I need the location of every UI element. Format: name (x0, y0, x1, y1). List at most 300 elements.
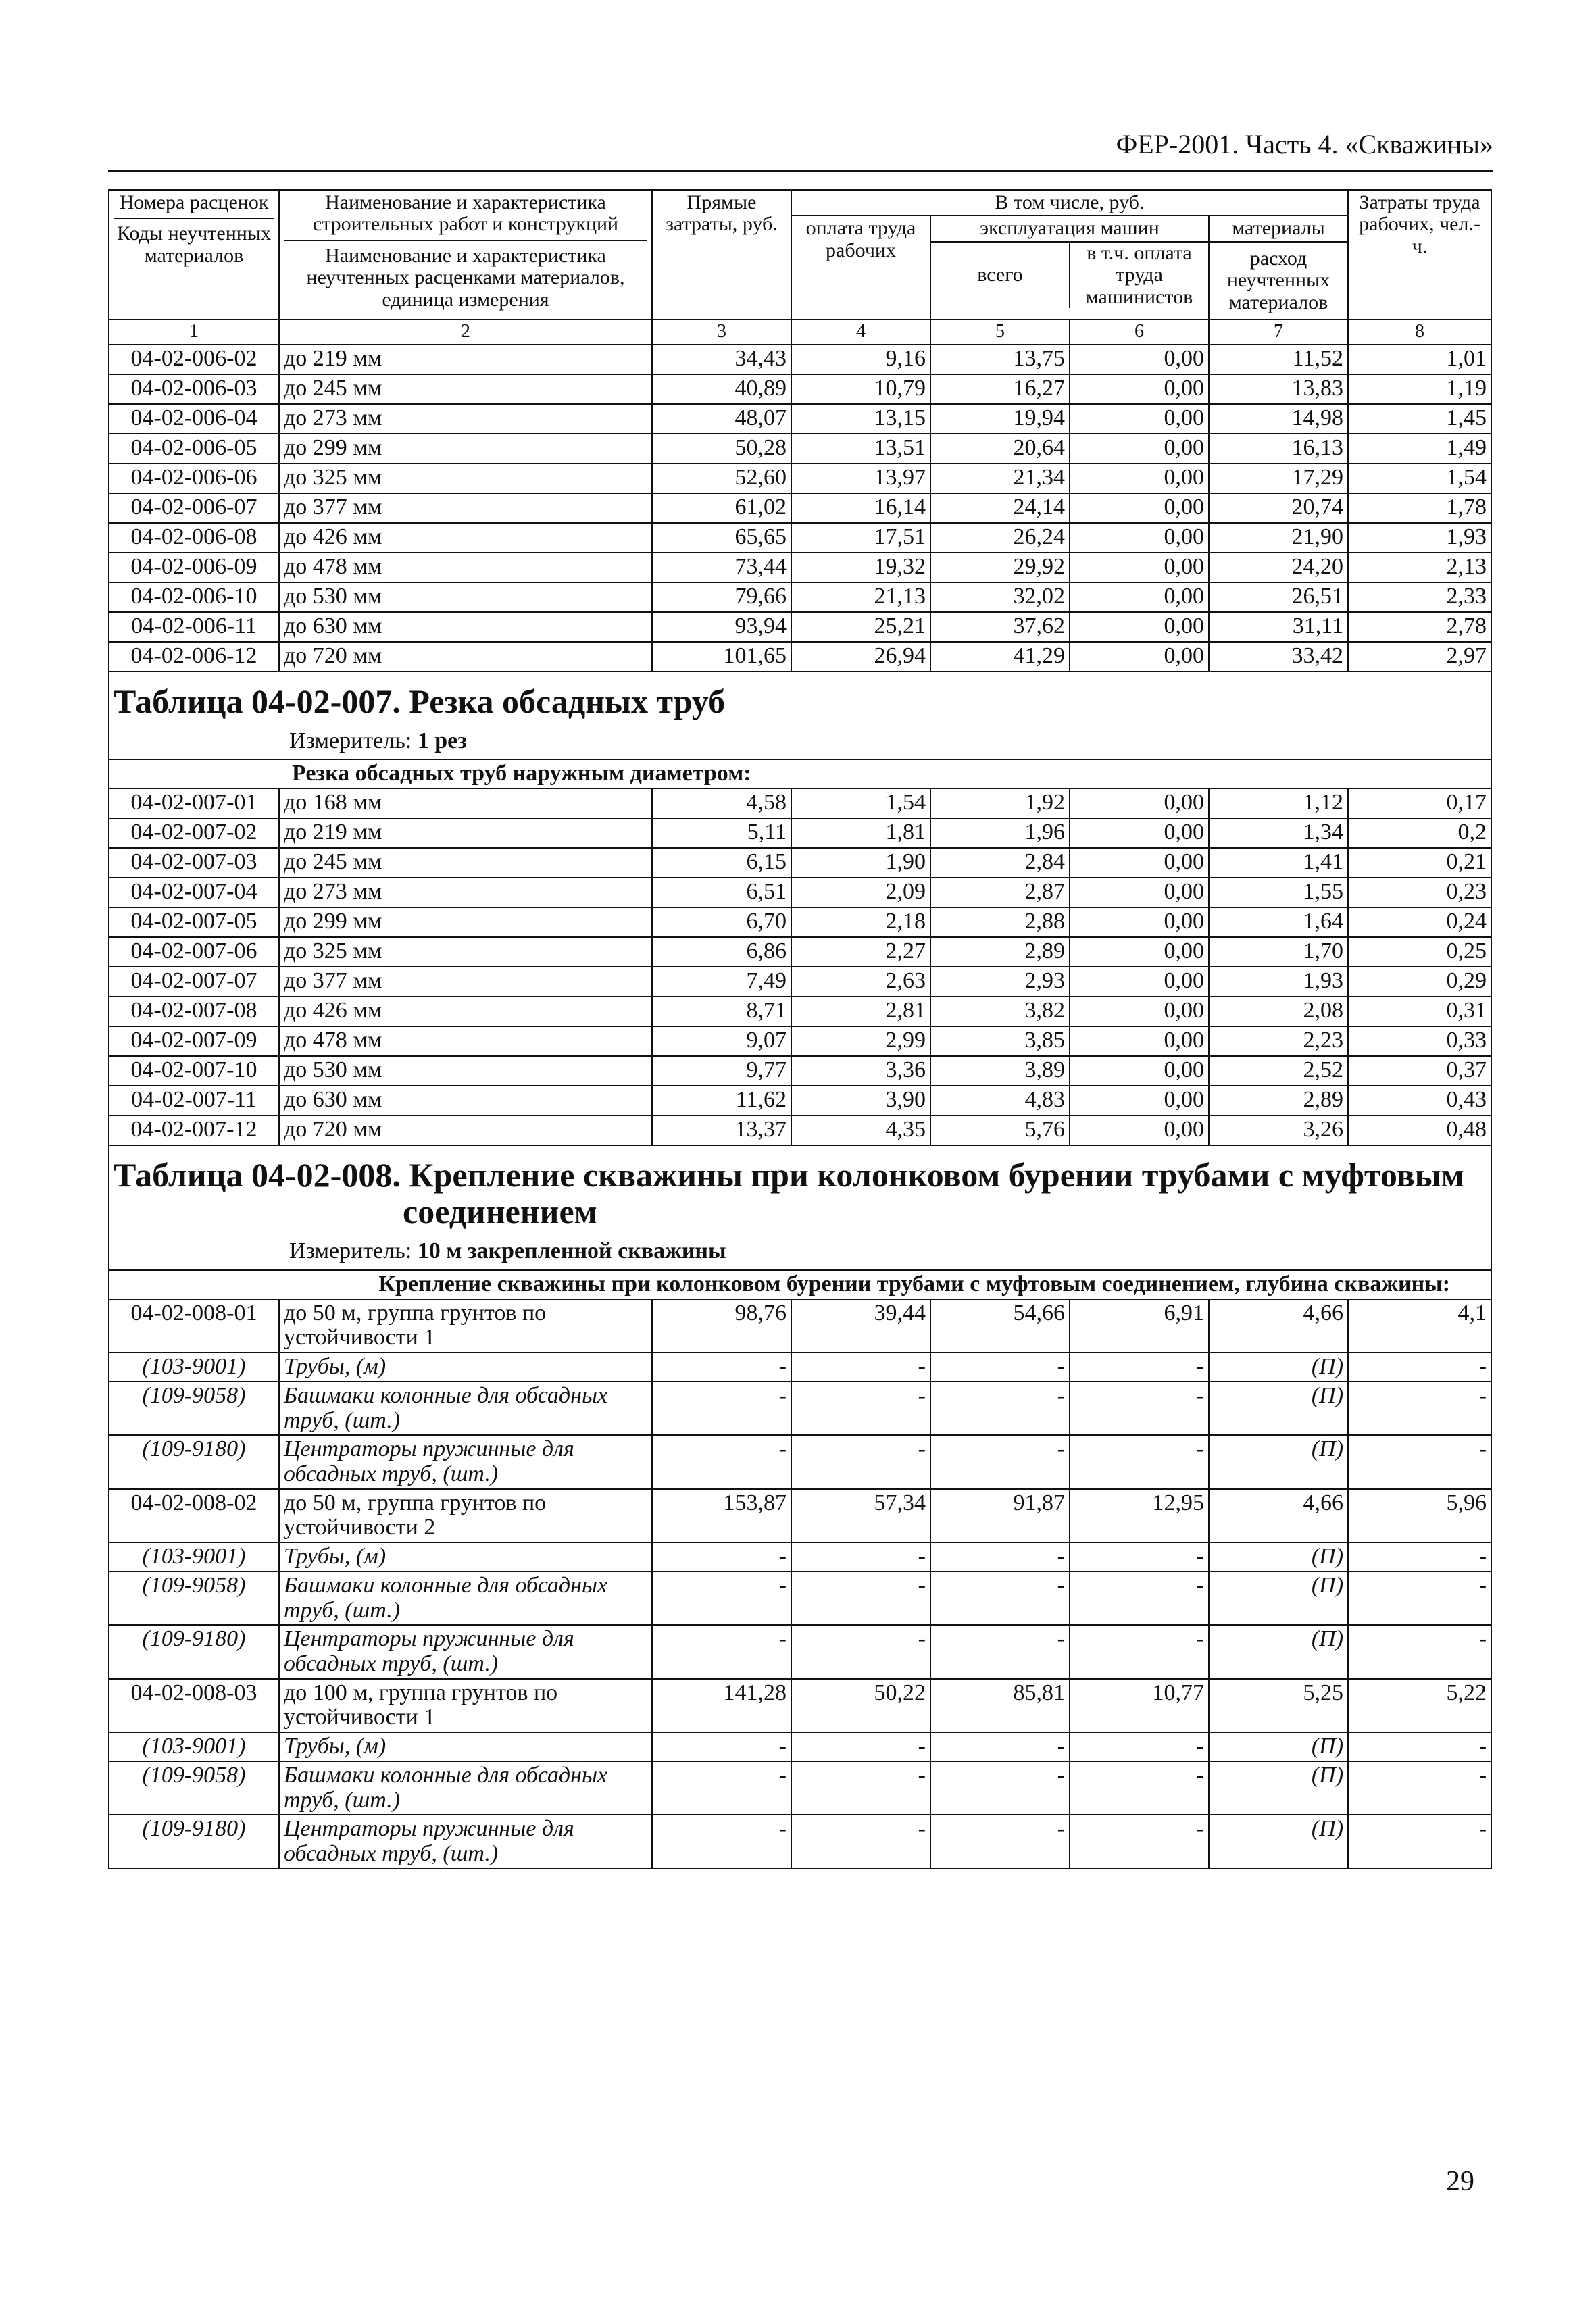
value-cell: 20,74 (1209, 493, 1348, 523)
material-row (109, 1815, 1491, 1868)
value-cell: 1,01 (1348, 345, 1491, 374)
table-008-section: Крепление скважины при колонковом бурении трубами с муфтовым соединением, глубина скважины: (109, 1270, 1491, 1299)
value-cell: 50,22 (791, 1679, 930, 1732)
table-row (109, 1489, 1491, 1542)
value-cell: 0,00 (1070, 1026, 1209, 1056)
value-cell: 1,93 (1209, 967, 1348, 997)
value-cell: 4,35 (791, 1115, 930, 1145)
value-cell: 2,23 (1209, 1026, 1348, 1056)
value-cell: 6,51 (652, 878, 791, 907)
material-name: Трубы, (м) (279, 1353, 652, 1382)
col-header-direct: Прямые затраты, руб. (652, 190, 791, 320)
value-cell: - (791, 1353, 930, 1382)
table-007-section: Резка обсадных труб наружным диаметром: (109, 759, 1491, 788)
value-cell: 0,2 (1348, 818, 1491, 848)
table-008-body (109, 1299, 1491, 1869)
table-row (109, 493, 1491, 523)
table-row (109, 553, 1491, 582)
material-row (109, 1435, 1491, 1488)
material-code: (109-9180) (109, 1625, 279, 1678)
rate-name: до 245 мм (279, 374, 652, 404)
value-cell: 4,1 (1348, 1299, 1491, 1353)
value-cell: 3,26 (1209, 1115, 1348, 1145)
material-name: Центраторы пружинные для обсадных труб, (шт.) (279, 1625, 652, 1678)
value-cell: 13,15 (791, 404, 930, 434)
value-cell: 9,16 (791, 345, 930, 374)
value-cell: 2,13 (1348, 553, 1491, 582)
value-cell: 4,66 (1209, 1489, 1348, 1542)
value-cell: 50,28 (652, 434, 791, 463)
value-cell: 141,28 (652, 1679, 791, 1732)
value-cell: - (791, 1382, 930, 1435)
value-cell: - (1348, 1625, 1491, 1678)
rate-code: 04-02-008-03 (109, 1679, 279, 1732)
value-cell: 33,42 (1209, 642, 1348, 672)
value-cell: 5,22 (1348, 1679, 1491, 1732)
table-008-measure-value: 10 м закрепленной скважины (417, 1238, 726, 1264)
table-row (109, 937, 1491, 967)
value-cell: - (1348, 1382, 1491, 1435)
value-cell: 0,00 (1070, 878, 1209, 907)
rate-code: 04-02-006-09 (109, 553, 279, 582)
rate-code: 04-02-006-05 (109, 434, 279, 463)
value-cell: 21,34 (930, 463, 1070, 493)
value-cell: - (930, 1761, 1070, 1815)
value-cell: 1,54 (1348, 463, 1491, 493)
value-cell: 2,81 (791, 997, 930, 1026)
value-cell: 0,25 (1348, 937, 1491, 967)
table-008-title-line2: соединением (403, 1192, 597, 1231)
value-cell: 8,71 (652, 997, 791, 1026)
material-code: (109-9058) (109, 1761, 279, 1815)
table-row (109, 818, 1491, 848)
value-cell: 17,51 (791, 523, 930, 553)
material-code: (103-9001) (109, 1542, 279, 1571)
material-row (109, 1625, 1491, 1678)
value-cell: 5,96 (1348, 1489, 1491, 1542)
rate-name: до 325 мм (279, 937, 652, 967)
value-cell: 2,18 (791, 907, 930, 937)
value-cell: 5,76 (930, 1115, 1070, 1145)
value-cell: - (791, 1435, 930, 1488)
value-cell: (П) (1209, 1625, 1348, 1678)
material-code: (109-9058) (109, 1382, 279, 1435)
value-cell: - (930, 1815, 1070, 1868)
value-cell: 1,55 (1209, 878, 1348, 907)
value-cell: 2,84 (930, 848, 1070, 878)
value-cell: 9,07 (652, 1026, 791, 1056)
value-cell: 3,85 (930, 1026, 1070, 1056)
value-cell: (П) (1209, 1761, 1348, 1815)
value-cell: - (1070, 1542, 1209, 1571)
col-header-machines-labor: в т.ч. оплата труда машинистов (1085, 241, 1193, 308)
rate-code: 04-02-008-02 (109, 1489, 279, 1542)
material-row (109, 1542, 1491, 1571)
value-cell: 13,37 (652, 1115, 791, 1145)
value-cell: 0,00 (1070, 937, 1209, 967)
material-row (109, 1353, 1491, 1382)
table-row (109, 788, 1491, 818)
col-header-labor-cost: Затраты труда рабочих, чел.-ч. (1348, 190, 1491, 320)
col-header-machines-sub (931, 243, 1208, 308)
page-header: ФЕР-2001. Часть 4. «Скважины» (108, 128, 1493, 172)
value-cell: 4,83 (930, 1086, 1070, 1115)
rate-name: до 168 мм (279, 788, 652, 818)
value-cell: 0,00 (1070, 848, 1209, 878)
value-cell: 2,93 (930, 967, 1070, 997)
col-header-numbers-text: Номера расценок (114, 192, 274, 219)
value-cell: 3,89 (930, 1056, 1070, 1086)
value-cell: 0,21 (1348, 848, 1491, 878)
value-cell: 20,64 (930, 434, 1070, 463)
value-cell: 1,90 (791, 848, 930, 878)
value-cell: 10,79 (791, 374, 930, 404)
material-name: Башмаки колонные для обсадных труб, (шт.) (279, 1761, 652, 1815)
value-cell: 3,82 (930, 997, 1070, 1026)
value-cell: 57,34 (791, 1489, 930, 1542)
value-cell: - (1070, 1571, 1209, 1625)
value-cell: (П) (1209, 1542, 1348, 1571)
rate-name: до 219 мм (279, 345, 652, 374)
table-row (109, 434, 1491, 463)
rate-code: 04-02-007-02 (109, 818, 279, 848)
value-cell: 54,66 (930, 1299, 1070, 1353)
table-row (109, 582, 1491, 612)
value-cell: 24,14 (930, 493, 1070, 523)
rate-code: 04-02-007-11 (109, 1086, 279, 1115)
value-cell: 1,78 (1348, 493, 1491, 523)
value-cell: 11,52 (1209, 345, 1348, 374)
value-cell: 2,63 (791, 967, 930, 997)
value-cell: - (652, 1761, 791, 1815)
col-header-codes-text: Коды неучтенных материалов (117, 222, 271, 267)
value-cell: 13,75 (930, 345, 1070, 374)
value-cell: 6,86 (652, 937, 791, 967)
material-row (109, 1732, 1491, 1761)
value-cell: 19,32 (791, 553, 930, 582)
value-cell: 1,49 (1348, 434, 1491, 463)
value-cell: 1,96 (930, 818, 1070, 848)
value-cell: (П) (1209, 1571, 1348, 1625)
rate-code: 04-02-006-06 (109, 463, 279, 493)
col-header-labor-pay: оплата труда рабочих (791, 216, 930, 320)
rate-name: до 100 м, группа грунтов по устойчивости 1 (279, 1679, 652, 1732)
table-006-body (109, 345, 1491, 672)
value-cell: - (930, 1542, 1070, 1571)
value-cell: 1,81 (791, 818, 930, 848)
table-008-measure (114, 1239, 1487, 1264)
rate-name: до 426 мм (279, 997, 652, 1026)
value-cell: 6,70 (652, 907, 791, 937)
value-cell: 21,13 (791, 582, 930, 612)
value-cell: 0,00 (1070, 1086, 1209, 1115)
value-cell: - (791, 1815, 930, 1868)
material-code: (103-9001) (109, 1353, 279, 1382)
value-cell: 0,00 (1070, 493, 1209, 523)
rate-name: до 50 м, группа грунтов по устойчивости 2 (279, 1489, 652, 1542)
table-row (109, 907, 1491, 937)
value-cell: - (930, 1732, 1070, 1761)
value-cell: (П) (1209, 1435, 1348, 1488)
rate-code: 04-02-006-12 (109, 642, 279, 672)
rate-name: до 299 мм (279, 434, 652, 463)
rate-code: 04-02-006-04 (109, 404, 279, 434)
rate-code: 04-02-007-09 (109, 1026, 279, 1056)
value-cell: 1,70 (1209, 937, 1348, 967)
value-cell: 3,90 (791, 1086, 930, 1115)
value-cell: 34,43 (652, 345, 791, 374)
rate-name: до 273 мм (279, 404, 652, 434)
value-cell: 13,97 (791, 463, 930, 493)
rate-code: 04-02-007-07 (109, 967, 279, 997)
table-row (109, 1026, 1491, 1056)
rate-code: 04-02-007-01 (109, 788, 279, 818)
value-cell: 1,19 (1348, 374, 1491, 404)
material-name: Башмаки колонные для обсадных труб, (шт.) (279, 1382, 652, 1435)
value-cell: 32,02 (930, 582, 1070, 612)
value-cell: 48,07 (652, 404, 791, 434)
column-index-cell: 2 (279, 320, 652, 345)
value-cell: 0,00 (1070, 582, 1209, 612)
value-cell: - (1348, 1542, 1491, 1571)
value-cell: 101,65 (652, 642, 791, 672)
rate-code: 04-02-007-12 (109, 1115, 279, 1145)
table-row (109, 463, 1491, 493)
col-header-name-sub-text: Наименование и характеристика неучтенных расценками материалов, единица измерения (306, 244, 625, 311)
col-header-machines-total: всего (931, 243, 1070, 308)
price-table (108, 189, 1492, 1869)
value-cell: (П) (1209, 1732, 1348, 1761)
value-cell: 2,33 (1348, 582, 1491, 612)
value-cell: 26,94 (791, 642, 930, 672)
value-cell: 39,44 (791, 1299, 930, 1353)
rate-name: до 478 мм (279, 1026, 652, 1056)
material-code: (109-9180) (109, 1815, 279, 1868)
value-cell: 26,51 (1209, 582, 1348, 612)
rate-code: 04-02-006-10 (109, 582, 279, 612)
value-cell: 2,88 (930, 907, 1070, 937)
col-header-name (279, 190, 652, 320)
value-cell: - (1348, 1732, 1491, 1761)
rate-name: до 377 мм (279, 493, 652, 523)
value-cell: 2,08 (1209, 997, 1348, 1026)
rate-code: 04-02-006-07 (109, 493, 279, 523)
column-index-cell: 5 (930, 320, 1070, 345)
table-row (109, 642, 1491, 672)
value-cell: 16,13 (1209, 434, 1348, 463)
value-cell: 0,00 (1070, 788, 1209, 818)
rate-name: до 630 мм (279, 1086, 652, 1115)
value-cell: - (652, 1353, 791, 1382)
table-007-title: Таблица 04-02-007. Резка обсадных труб (114, 682, 726, 720)
rate-code: 04-02-007-08 (109, 997, 279, 1026)
value-cell: 24,20 (1209, 553, 1348, 582)
value-cell: - (791, 1761, 930, 1815)
value-cell: 19,94 (930, 404, 1070, 434)
value-cell: - (1070, 1815, 1209, 1868)
rate-code: 04-02-006-08 (109, 523, 279, 553)
rate-name: до 720 мм (279, 642, 652, 672)
value-cell: 0,00 (1070, 907, 1209, 937)
value-cell: - (1070, 1435, 1209, 1488)
value-cell: 40,89 (652, 374, 791, 404)
value-cell: 2,97 (1348, 642, 1491, 672)
value-cell: 61,02 (652, 493, 791, 523)
material-name: Центраторы пружинные для обсадных труб, (шт.) (279, 1435, 652, 1488)
material-row (109, 1382, 1491, 1435)
rate-name: до 273 мм (279, 878, 652, 907)
column-index-cell: 4 (791, 320, 930, 345)
value-cell: 16,14 (791, 493, 930, 523)
table-row (109, 1056, 1491, 1086)
rate-name: до 219 мм (279, 818, 652, 848)
value-cell: - (652, 1435, 791, 1488)
value-cell: - (652, 1542, 791, 1571)
value-cell: 1,93 (1348, 523, 1491, 553)
value-cell: 14,98 (1209, 404, 1348, 434)
value-cell: - (652, 1815, 791, 1868)
value-cell: 13,51 (791, 434, 930, 463)
value-cell: 1,34 (1209, 818, 1348, 848)
table-row (109, 374, 1491, 404)
table-row (109, 1086, 1491, 1115)
value-cell: 7,49 (652, 967, 791, 997)
col-header-numbers (109, 190, 279, 320)
material-code: (109-9058) (109, 1571, 279, 1625)
value-cell: 0,00 (1070, 1115, 1209, 1145)
value-cell: 2,09 (791, 878, 930, 907)
value-cell: 0,00 (1070, 818, 1209, 848)
column-index-cell: 6 (1070, 320, 1209, 345)
table-row (109, 878, 1491, 907)
col-header-name-text: Наименование и характеристика строительных работ и конструкций (284, 192, 647, 241)
table-007-block (109, 672, 1491, 788)
value-cell: 0,00 (1070, 523, 1209, 553)
value-cell: - (1070, 1761, 1209, 1815)
value-cell: 1,54 (791, 788, 930, 818)
value-cell: 31,11 (1209, 612, 1348, 642)
rate-code: 04-02-006-11 (109, 612, 279, 642)
value-cell: 11,62 (652, 1086, 791, 1115)
value-cell: - (930, 1625, 1070, 1678)
rate-code: 04-02-007-03 (109, 848, 279, 878)
table-row (109, 404, 1491, 434)
value-cell: 0,33 (1348, 1026, 1491, 1056)
value-cell: - (930, 1571, 1070, 1625)
value-cell: 2,89 (930, 937, 1070, 967)
table-007-measure (114, 729, 1487, 754)
value-cell: - (1070, 1625, 1209, 1678)
value-cell: 0,23 (1348, 878, 1491, 907)
value-cell: - (1348, 1571, 1491, 1625)
material-row (109, 1571, 1491, 1625)
value-cell: 4,66 (1209, 1299, 1348, 1353)
value-cell: (П) (1209, 1815, 1348, 1868)
table-008-block (109, 1145, 1491, 1299)
value-cell: 2,27 (791, 937, 930, 967)
value-cell: - (930, 1435, 1070, 1488)
value-cell: 0,00 (1070, 642, 1209, 672)
rate-code: 04-02-007-05 (109, 907, 279, 937)
material-name: Трубы, (м) (279, 1542, 652, 1571)
table-008-heading (109, 1145, 1491, 1270)
value-cell: - (791, 1732, 930, 1761)
material-row (109, 1761, 1491, 1815)
value-cell: - (652, 1382, 791, 1435)
rate-name: до 630 мм (279, 612, 652, 642)
value-cell: 0,00 (1070, 345, 1209, 374)
value-cell: 0,00 (1070, 612, 1209, 642)
value-cell: - (930, 1382, 1070, 1435)
material-code: (103-9001) (109, 1732, 279, 1761)
table-007-body (109, 788, 1491, 1145)
value-cell: 0,00 (1070, 434, 1209, 463)
value-cell: 91,87 (930, 1489, 1070, 1542)
value-cell: (П) (1209, 1353, 1348, 1382)
rate-name: до 299 мм (279, 907, 652, 937)
table-row (109, 997, 1491, 1026)
col-header-materials-text: материалы (1210, 216, 1347, 242)
price-table-frame (108, 189, 1491, 1869)
value-cell: - (1070, 1382, 1209, 1435)
value-cell: - (1348, 1761, 1491, 1815)
value-cell: 52,60 (652, 463, 791, 493)
column-index-cell: 7 (1209, 320, 1348, 345)
material-name: Башмаки колонные для обсадных труб, (шт.) (279, 1571, 652, 1625)
value-cell: - (791, 1625, 930, 1678)
value-cell: 21,90 (1209, 523, 1348, 553)
col-header-incl: В том числе, руб. (791, 190, 1348, 216)
rate-code: 04-02-008-01 (109, 1299, 279, 1353)
value-cell: 13,83 (1209, 374, 1348, 404)
table-007-measure-label: Измеритель: (289, 728, 418, 753)
column-index-cell: 3 (652, 320, 791, 345)
value-cell: 73,44 (652, 553, 791, 582)
rate-name: до 720 мм (279, 1115, 652, 1145)
col-header-materials-sub: расход неучтенных материалов (1226, 247, 1330, 313)
rate-name: до 478 мм (279, 553, 652, 582)
col-header-machines-text: эксплуатация машин (931, 216, 1208, 242)
table-row (109, 967, 1491, 997)
value-cell: 98,76 (652, 1299, 791, 1353)
value-cell: 1,41 (1209, 848, 1348, 878)
table-row (109, 523, 1491, 553)
page-number: 29 (1446, 2166, 1474, 2197)
table-007-heading (109, 672, 1491, 760)
value-cell: 0,00 (1070, 553, 1209, 582)
value-cell: 0,00 (1070, 374, 1209, 404)
table-row (109, 1679, 1491, 1732)
value-cell: 1,12 (1209, 788, 1348, 818)
value-cell: 26,24 (930, 523, 1070, 553)
value-cell: 2,89 (1209, 1086, 1348, 1115)
value-cell: - (652, 1571, 791, 1625)
value-cell: 17,29 (1209, 463, 1348, 493)
value-cell: 0,17 (1348, 788, 1491, 818)
rate-code: 04-02-007-06 (109, 937, 279, 967)
rate-name: до 50 м, группа грунтов по устойчивости 1 (279, 1299, 652, 1353)
table-row (109, 612, 1491, 642)
value-cell: 5,11 (652, 818, 791, 848)
value-cell: 93,94 (652, 612, 791, 642)
value-cell: 2,52 (1209, 1056, 1348, 1086)
table-008-title (114, 1157, 1487, 1230)
table-007-measure-value: 1 рез (417, 728, 467, 753)
value-cell: (П) (1209, 1382, 1348, 1435)
rate-code: 04-02-006-02 (109, 345, 279, 374)
value-cell: 0,31 (1348, 997, 1491, 1026)
value-cell: 9,77 (652, 1056, 791, 1086)
